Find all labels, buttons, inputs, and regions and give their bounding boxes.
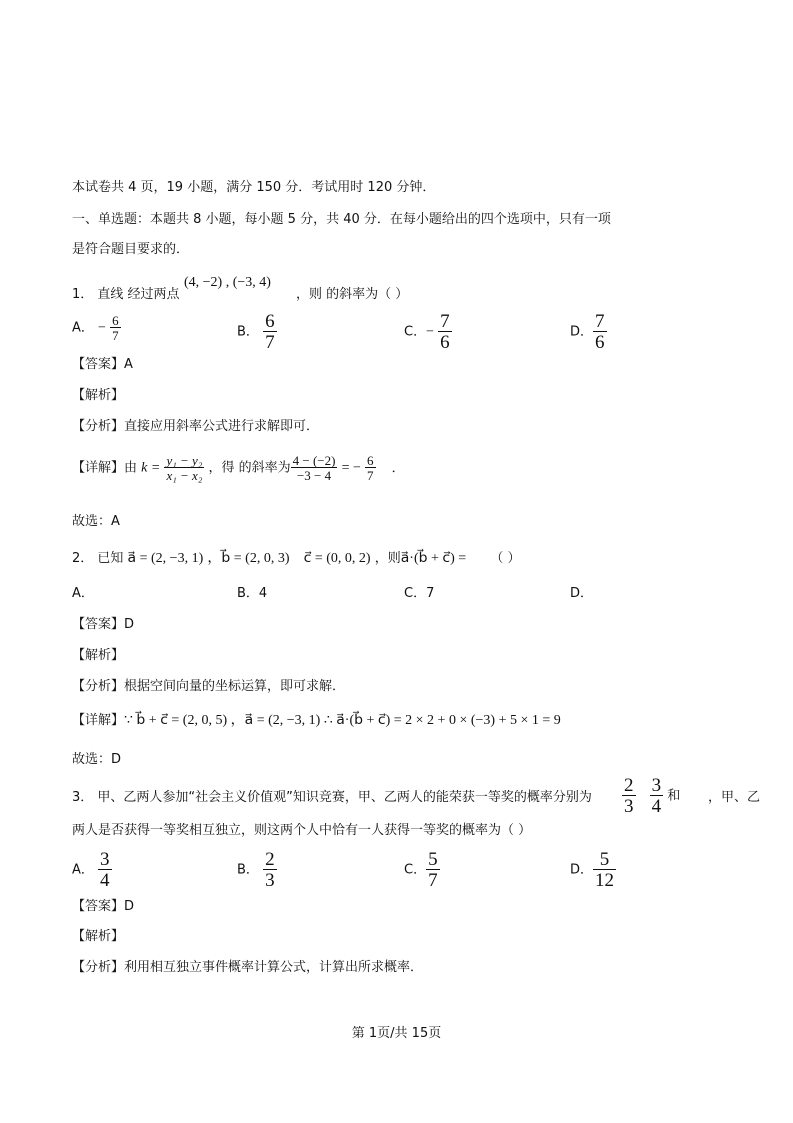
q1-points: (4, −2) , (−3, 4) (184, 275, 271, 290)
q2-option-c: C．7 (404, 586, 435, 601)
q3-p1-frac: $\frac{2}{3}$ (624, 775, 634, 817)
section-heading-cont: 是符合题目要求的． (72, 242, 190, 257)
q1-option-d-frac: $\frac{7}{6}$ (595, 311, 605, 353)
q2-answer: 【答案】D (72, 617, 135, 632)
q1-option-c-frac: $\frac{7}{6}$ (440, 311, 450, 353)
q3-analysis-label: 【解析】 (72, 929, 125, 944)
q1-option-b: B． $\frac{6}{7}$ (237, 311, 275, 353)
q3-option-b: B． $\frac{2}{3}$ (237, 849, 275, 891)
q2-option-a: A． (72, 586, 94, 601)
q2-choose: 故选：D (72, 752, 122, 767)
q3-option-a: A． $\frac{3}{4}$ (72, 849, 110, 891)
q3-option-a-frac: $\frac{3}{4}$ (100, 849, 110, 891)
exam-intro: 本试卷共 4 页，19 小题，满分 150 分．考试用时 120 分钟． (72, 180, 436, 195)
q3-option-c: C． $\frac{5}{7}$ (404, 849, 438, 891)
slope-result: $\frac{6}{7}$ (367, 453, 374, 483)
q2-option-d: D． (570, 586, 594, 601)
q3-option-b-frac: $\frac{2}{3}$ (265, 849, 275, 891)
q1-option-d: D． $\frac{7}{6}$ (570, 311, 605, 353)
q3-probabilities: $\frac{2}{3}$ $\frac{3}{4}$ 和 (624, 775, 681, 817)
q1-option-b-frac: $\frac{6}{7}$ (265, 311, 275, 353)
slope-calc: $\frac{4 - (-2)}{-3 - 4}$ (292, 453, 336, 483)
q2-analysis-label: 【解析】 (72, 648, 125, 663)
q3-stem-cont: 两人是否获得一等奖相互独立，则这两个人中恰有一人获得一等奖的概率为（ ） (72, 823, 532, 838)
slope-formula: $\frac{\text{y₁ − y₂}}{\text{x₁ − x₂}}$ (166, 453, 203, 483)
q1-fenxi: 【分析】直接应用斜率公式进行求解即可． (72, 419, 320, 434)
q1-stem-end: ，则 的斜率为（ ） (296, 287, 409, 302)
q3-option-d: D． $\frac{5}{12}$ (570, 849, 615, 891)
q3-answer: 【答案】D (72, 899, 135, 914)
q3-fenxi: 【分析】利用相互独立事件概率计算公式，计算出所求概率． (72, 960, 424, 975)
q3-stem: 3． 甲、乙两人参加“社会主义价值观”知识竞赛，甲、乙两人的能荣获一等奖的概率分别为 (72, 790, 592, 805)
q1-answer: 【答案】A (72, 357, 133, 372)
q1-option-a-frac: $\frac{6}{7}$ (112, 313, 119, 343)
q1-option-a: A． − $\frac{6}{7}$ (72, 313, 119, 343)
q1-detail: 【详解】由 k = $\frac{\text{y₁ − y₂}}{\text{x₁ − x₂}}$ ，得 的斜率为 $\frac{4 - (-2)}{-3 - 4}$ = − $\frac{6}{7}$ ． (72, 453, 405, 483)
q3-option-d-frac: $\frac{5}{12}$ (595, 849, 615, 891)
q1-analysis-label: 【解析】 (72, 388, 125, 403)
q1-option-c: C．− $\frac{7}{6}$ (404, 311, 450, 353)
section-heading: 一、单选题：本题共 8 小题，每小题 5 分，共 40 分．在每小题给出的四个选项中，只有一项 (72, 212, 611, 227)
q2-fenxi: 【分析】根据空间向量的坐标运算，即可求解． (72, 679, 346, 694)
q2-stem: 2． 已知 a⃗ = (2, −3, 1) ，b⃗ = (2, 0, 3) c⃗ = (0, 0, 2) ，则a⃗·(b⃗ + c⃗) = （ ） (72, 551, 521, 566)
q3-stem-end: ，甲、乙 (708, 790, 761, 805)
q1-choose: 故选：A (72, 514, 120, 529)
q3-p2-frac: $\frac{3}{4}$ (651, 775, 662, 817)
q3-option-c-frac: $\frac{5}{7}$ (428, 849, 438, 891)
q2-option-b: B．4 (237, 586, 268, 601)
q1-stem: 1． 直线 经过两点 (72, 287, 180, 302)
page-footer: 第 1页/共 15页 (351, 1026, 442, 1041)
q2-detail: 【详解】∵ b⃗ + c⃗ = (2, 0, 5) ，a⃗ = (2, −3, 1) ∴ a⃗·(b⃗ + c⃗) = 2 × 2 + 0 × (−3) + 5 × 1 = 9 (72, 713, 561, 728)
